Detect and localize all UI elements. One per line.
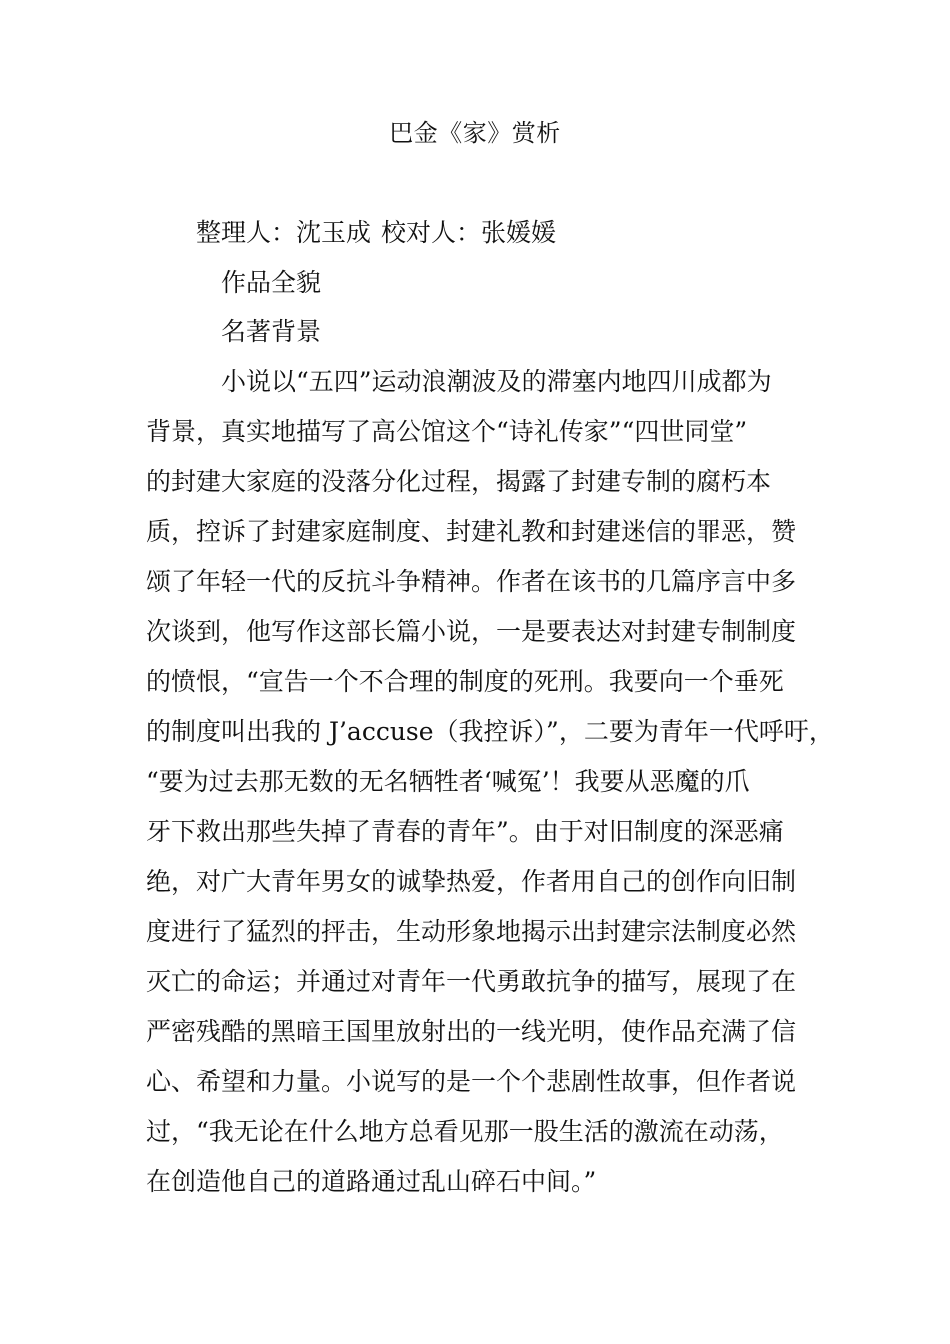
- paragraph-line: 次谈到，他写作这部长篇小说，一是要表达对封建专制制度: [146, 617, 797, 646]
- paragraph-line: 心、希望和力量。小说写的是一个个悲剧性故事，但作者说: [146, 1067, 797, 1096]
- paragraph-line: 绝，对广大青年男女的诚挚热爱，作者用自己的创作向旧制: [146, 867, 797, 896]
- section-heading-background: 名著背景: [221, 317, 322, 346]
- paragraph-line: 小说以“五四”运动浪潮波及的滞塞内地四川成都为: [221, 367, 772, 396]
- paragraph-line: 过，“我无论在什么地方总看见那一股生活的激流在动荡，: [146, 1117, 784, 1146]
- paragraph-line: 在创造他自己的道路通过乱山碎石中间。”: [146, 1167, 597, 1196]
- paragraph-line: 颂了年轻一代的反抗斗争精神。作者在该书的几篇序言中多: [146, 567, 797, 596]
- credits-line: [196, 216, 556, 250]
- paragraph-line: 严密残酷的黑暗王国里放射出的一线光明，使作品充满了信: [146, 1017, 797, 1046]
- paragraph-line: 背景，真实地描写了高公馆这个“诗礼传家”“四世同堂”: [146, 417, 748, 446]
- paragraph-line: 质，控诉了封建家庭制度、封建礼教和封建迷信的罪恶，赞: [146, 517, 797, 546]
- document-title: 巴金《家》赏析: [389, 119, 561, 147]
- paragraph-line: “要为过去那无数的无名牺牲者‘喊冤’！我要从恶魔的爪: [146, 767, 750, 796]
- paragraph-line: 的封建大家庭的没落分化过程，揭露了封建专制的腐朽本: [146, 467, 772, 496]
- paragraph-line: 度进行了猛烈的抨击，生动形象地揭示出封建宗法制度必然: [146, 917, 797, 946]
- paragraph-line: 的愤恨，“宣告一个不合理的制度的死刑。我要向一个垂死: [146, 667, 784, 696]
- proofreader-credit: 校对人：张媛媛: [381, 218, 557, 247]
- paragraph-line: 灭亡的命运；并通过对青年一代勇敢抗争的描写，展现了在: [146, 967, 797, 996]
- paragraph-line: 的制度叫出我的 J’accuse（我控诉）”，二要为青年一代呼吁，: [146, 717, 834, 746]
- organizer-credit: 整理人：沈玉成: [196, 218, 372, 247]
- body-paragraph: [146, 365, 834, 1215]
- section-heading-overview: 作品全貌: [221, 268, 322, 297]
- paragraph-line: 牙下救出那些失掉了青春的青年”。由于对旧制度的深恶痛: [146, 817, 784, 846]
